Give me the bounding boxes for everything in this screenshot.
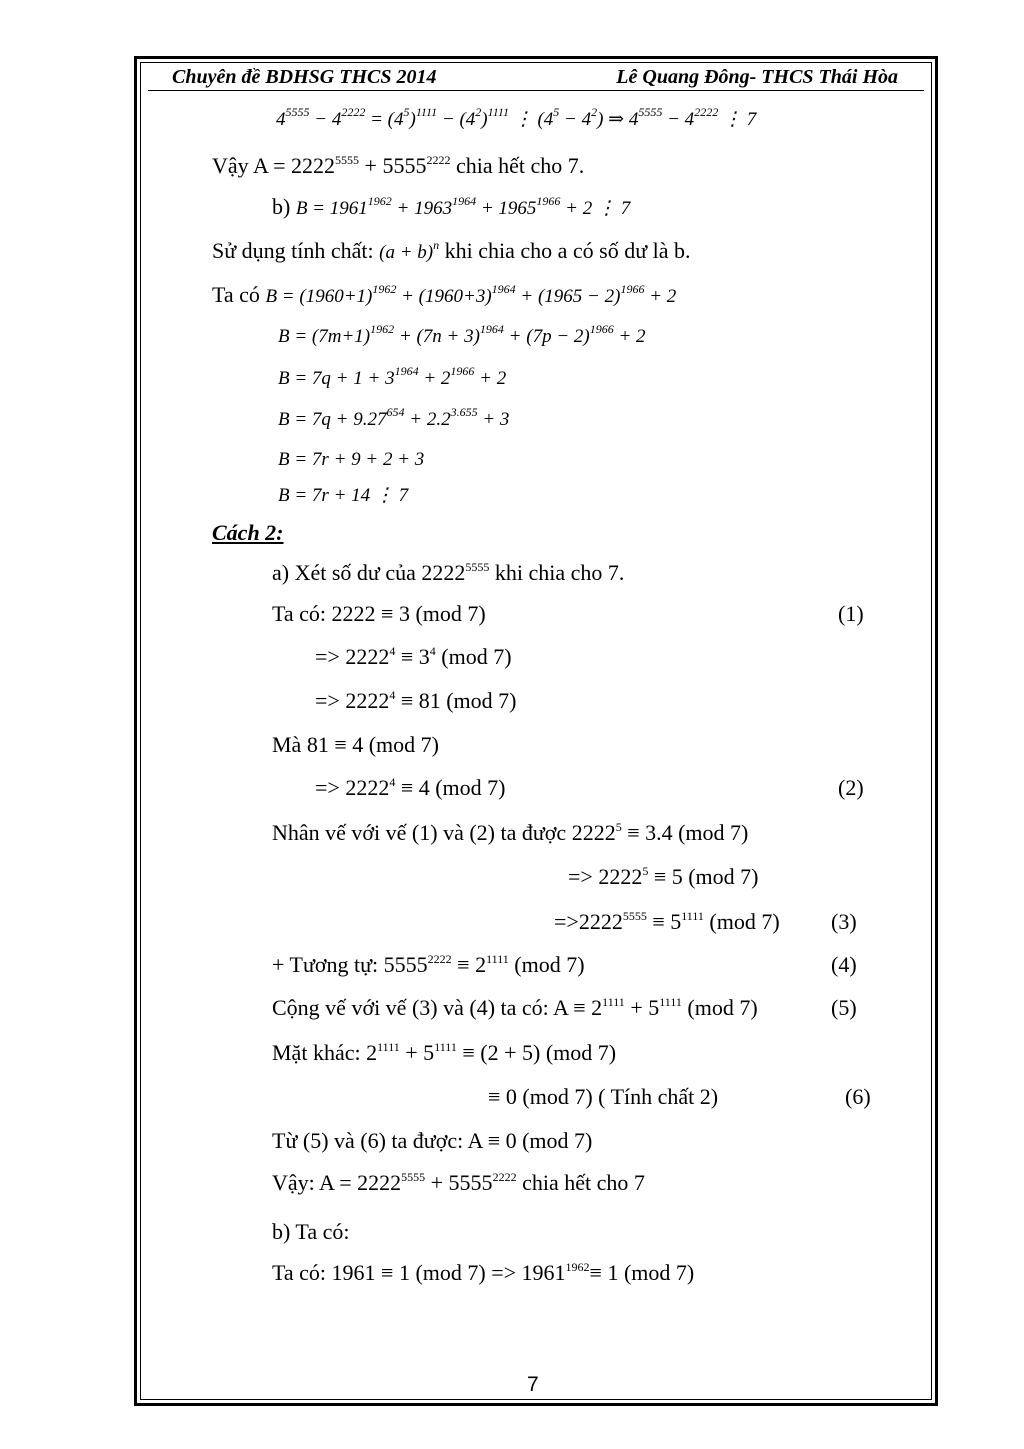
congruence-10: Cộng vế với vế (3) và (4) ta có: $A \equiv 2^{1111} + 5^{1111}$ (mod 7): [272, 995, 758, 1020]
congruence-16: Ta có: 1961 ≡ 1 (mod $7) => 1961^{1962}\equiv 1$ (mod 7): [272, 1260, 695, 1285]
header-rule: [148, 90, 924, 91]
part-b-intro: b) Ta có:: [272, 1219, 350, 1244]
step-b-3: $B = 7q + 1 + 3^{1964} + 2^{1966} + 2$: [278, 364, 507, 389]
congruence-1: Ta có: 2222 ≡ 3 (mod 7): [272, 601, 486, 626]
step-b-2: $B = (7m+1)^{1962} + (7n + 3)^{1964} + (7p - 2)^{1966} + 2$: [278, 322, 646, 347]
part-b-statement: b) $B = 1961^{1962} + 1963^{1964} + 1965^{1966} + 2$ ⋮ 7: [272, 194, 631, 219]
equation-number-3: (3): [831, 909, 857, 934]
property-statement: Sử dụng tính chất: $(a + b)^n$ khi chia cho a có số dư là b.: [212, 238, 691, 263]
step-b-6: B = 7r + 14 ⋮ 7: [278, 485, 409, 506]
congruence-13: Từ (5) và (6) ta được: A ≡ 0 (mod 7): [272, 1128, 593, 1153]
conclusion-a: Vậy $A = 2222^{5555} + 5555^{2222}$ chia hết cho 7.: [212, 153, 585, 178]
congruence-9: + Tương tự: $5555^{2222} \equiv 2^{1111}$ (mod 7): [272, 952, 585, 977]
equation-number-2: (2): [838, 775, 864, 800]
page-number: 7: [527, 1373, 539, 1396]
congruence-4: Mà 81 ≡ 4 (mod 7): [272, 732, 439, 757]
congruence-12: ≡ 0 (mod 7) ( Tính chất 2): [488, 1084, 719, 1109]
congruence-3: => $2222^4 \equiv 81$ (mod 7): [315, 688, 517, 713]
congruence-6: Nhân vế với vế (1) và (2) ta được $2222^5 \equiv 3.4$ (mod 7): [272, 820, 749, 845]
equation-power-four: $4^{5555} - 4^{2222} = (4^5)^{1111} - (4^2)^{1111}$ ⋮ $(4^5 - 4^2)$ ⇒ $4^{5555} - 4^{2222}$ ⋮ 7: [276, 105, 757, 130]
congruence-7: => $2222^5 \equiv 5$ (mod 7): [568, 864, 759, 889]
step-b-5: B = 7r + 9 + 2 + 3: [278, 449, 425, 470]
congruence-11: Mặt khác: $2^{1111} + 5^{1111} \equiv (2 + 5)$ (mod 7): [272, 1040, 617, 1065]
step-b-4: $B = 7q + 9.27^{654} + 2.2^{3.655} + 3$: [278, 405, 510, 430]
part-a-intro: a) Xét số dư của $2222^{5555}$ khi chia cho 7.: [272, 560, 625, 585]
conclusion-a-2: Vậy: $A = 2222^{5555} + 5555^{2222}$ chia hết cho 7: [272, 1170, 645, 1195]
congruence-8: $=>2222^{5555} \equiv 5^{1111}$ (mod 7): [554, 909, 780, 934]
congruence-2: => $2222^4 \equiv 3^4$ (mod 7): [315, 644, 512, 669]
section-heading-cach-2: Cách 2:: [212, 520, 284, 545]
equation-number-5: (5): [831, 995, 857, 1020]
step-b-1: Ta có $B = (1960+1)^{1962} + (1960+3)^{1964} + (1965 - 2)^{1966} + 2$: [212, 282, 677, 307]
congruence-5: => $2222^4 \equiv 4$ (mod 7): [315, 775, 506, 800]
equation-number-4: (4): [831, 952, 857, 977]
equation-number-1: (1): [838, 601, 864, 626]
header-right: Lê Quang Đông- THCS Thái Hòa: [616, 66, 898, 88]
header-left: Chuyên đề BDHSG THCS 2014: [172, 66, 437, 88]
equation-number-6: (6): [845, 1084, 871, 1109]
